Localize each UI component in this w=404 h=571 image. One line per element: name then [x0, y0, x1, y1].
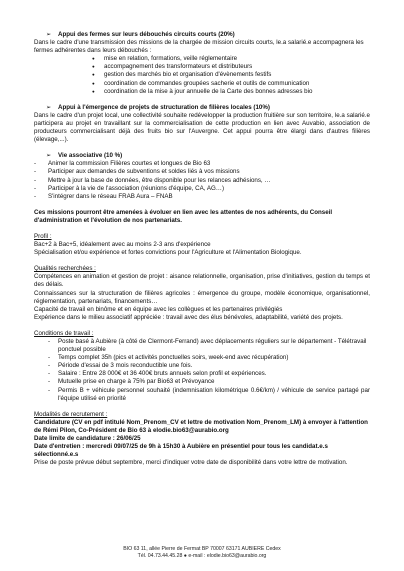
qualites-paragraph: Expérience dans le milieu associatif appréciée : travail avec des élus bénévoles, adaptabilité, variété des projets. [34, 313, 343, 321]
qualites-paragraph: Compétences en animation et gestion de projet : aisance relationnelle, organisation, prise d'initiatives, gestion du temps et des délais. [34, 273, 370, 289]
arrow-bullet-icon: ➢ [46, 152, 52, 160]
footer-contact: Tél. 04.73.44.45.28 ● e-mail : elodie.bio63@aurabio.org [137, 553, 267, 559]
list-item: - Période d'essai de 3 mois reconductible une fois. [34, 362, 370, 370]
qualites-paragraph: Connaissances sur la structuration de filières agricoles : émergence du groupe, modèle économique, organisationnel, réglementation, partenariats, financements… [34, 289, 370, 305]
list-item: - Mettre à jour la base de données, être disponible pour les relances adhésions, … [34, 177, 370, 185]
list-item: - Poste basé à Aubière (à côté de Clermont-Ferrand) avec déplacements réguliers sur le département - Télétravail ponctuel possible [34, 338, 370, 354]
list-item: - Participer à la vie de l'association (réunions d'équipe, CA, AG…) [34, 185, 370, 193]
arrow-bullet-icon: ➢ [46, 103, 52, 111]
conditions-heading: Conditions de travail : [34, 329, 94, 337]
circuits-courts-list [34, 55, 370, 95]
list-item: ● coordination de la mise à jour annuelle de la Carte des bonnes adresses bio [34, 88, 370, 96]
section-title-circuits-courts: ➢ Appui des fermes sur leurs débouchés circuits courts (20%) [46, 31, 235, 38]
list-item: - Animer la commission Filières courtes et longues de Bio 63 [34, 160, 370, 168]
qualites-heading: Qualités recherchées : [34, 265, 96, 273]
missions-notice: Ces missions pourront être amenées à évoluer en lien avec les attentes de nos adhérents, du Conseil d'administration et l'évolution de nos partenariats. [34, 208, 333, 224]
vie-associative-list [34, 160, 370, 200]
candidature-instructions: Candidature (CV en pdf intitulé Nom_Prenom_CV et lettre de motivation Nom_Prenom_LM) à envoyer à l'attention de Rémi Pilon, Co-Président de Bio 63 à elodie.bio63@aurabio.org [34, 418, 368, 434]
list-item: - Permis B + véhicule personnel souhaité (indemnisation kilométrique 0.6€/km) / véhicule de service partagé par l'équipe utilisé en priorité [34, 387, 370, 403]
list-item: - S'intégrer dans le réseau FRAB Aura – FNAB [34, 193, 370, 201]
list-item: - Temps complet 35h (pics et activités ponctuelles soirs, week-end avec récupération) [34, 354, 370, 362]
footer-address: BIO 63 11, allée Pierre de Fermat BP 70007 63171 AUBIERE Cedex [123, 546, 281, 552]
list-item: ● gestion des marchés bio et organisation d'évènements festifs [34, 71, 370, 79]
list-item: ● mise en relation, formations, veille réglementaire [34, 55, 370, 63]
date-entretien: Date d'entretien : mercredi 09/07/25 de 9h à 15h30 à Aubière en présentiel pour tous les candidat.e.s sélectionné.e.s [34, 443, 328, 459]
list-item: - Mutuelle prise en charge à 75% par Bio63 et Prévoyance [34, 378, 370, 386]
filieres-body: Dans le cadre d'un projet local, une collectivité souhaite redévelopper la production fruitière sur son territoire, le.a salarié.e participera au projet en travaillant sur la commercialisation de cette production en lien avec Auvabio, association de producteurs commercialisant déjà des fruits bio sur l'Auvergne. Cet appui pourra être élargi dans d'autres filières (élevage,...). [34, 111, 370, 144]
conditions-list [34, 338, 370, 403]
footer [0, 546, 404, 560]
list-item: - Salaire : Entre 28 000€ et 36 400€ bruts annuels selon profil et expériences. [34, 370, 370, 378]
section-title-filieres: ➢ Appui à l'émergence de projets de structuration de filières locales (10%) [46, 103, 270, 111]
list-item: ● accompagnement des transformateurs et distributeurs [34, 63, 370, 71]
prise-de-poste: Prise de poste prévue début septembre, merci d'indiquer votre date de disponibilité dans votre lettre de motivation. [34, 459, 348, 467]
profil-heading: Profil : [34, 232, 52, 240]
list-item: ● coordination de commandes groupées sacherie et outils de communication [34, 80, 370, 88]
arrow-bullet-icon: ➢ [46, 31, 52, 38]
date-limite: Date limite de candidature : 26/06/25 [34, 435, 141, 443]
qualites-paragraph: Capacité de travail en binôme et en équipe avec les collègues et les partenaires privilégiés [34, 305, 283, 313]
profil-line: Bac+2 à Bac+5, idéalement avec au moins 2-3 ans d'expérience [34, 241, 211, 249]
section-title-vie-associative: ➢ Vie associative (10 %) [46, 152, 123, 160]
profil-line: Spécialisation et/ou expérience et fortes convictions pour l'Agriculture et l'Alimentation Biologique. [34, 249, 302, 257]
recrutement-heading: Modalités de recrutement : [34, 410, 108, 418]
circuits-courts-intro: Dans le cadre d'une transmission des missions de la chargée de mission circuits courts, le.a salarié.e accompagnera les fermes adhérentes dans leurs débouchés : [34, 39, 364, 55]
document-page [34, 31, 370, 467]
list-item: - Participer aux demandes de subventions et soldes liés à vos missions [34, 168, 370, 176]
